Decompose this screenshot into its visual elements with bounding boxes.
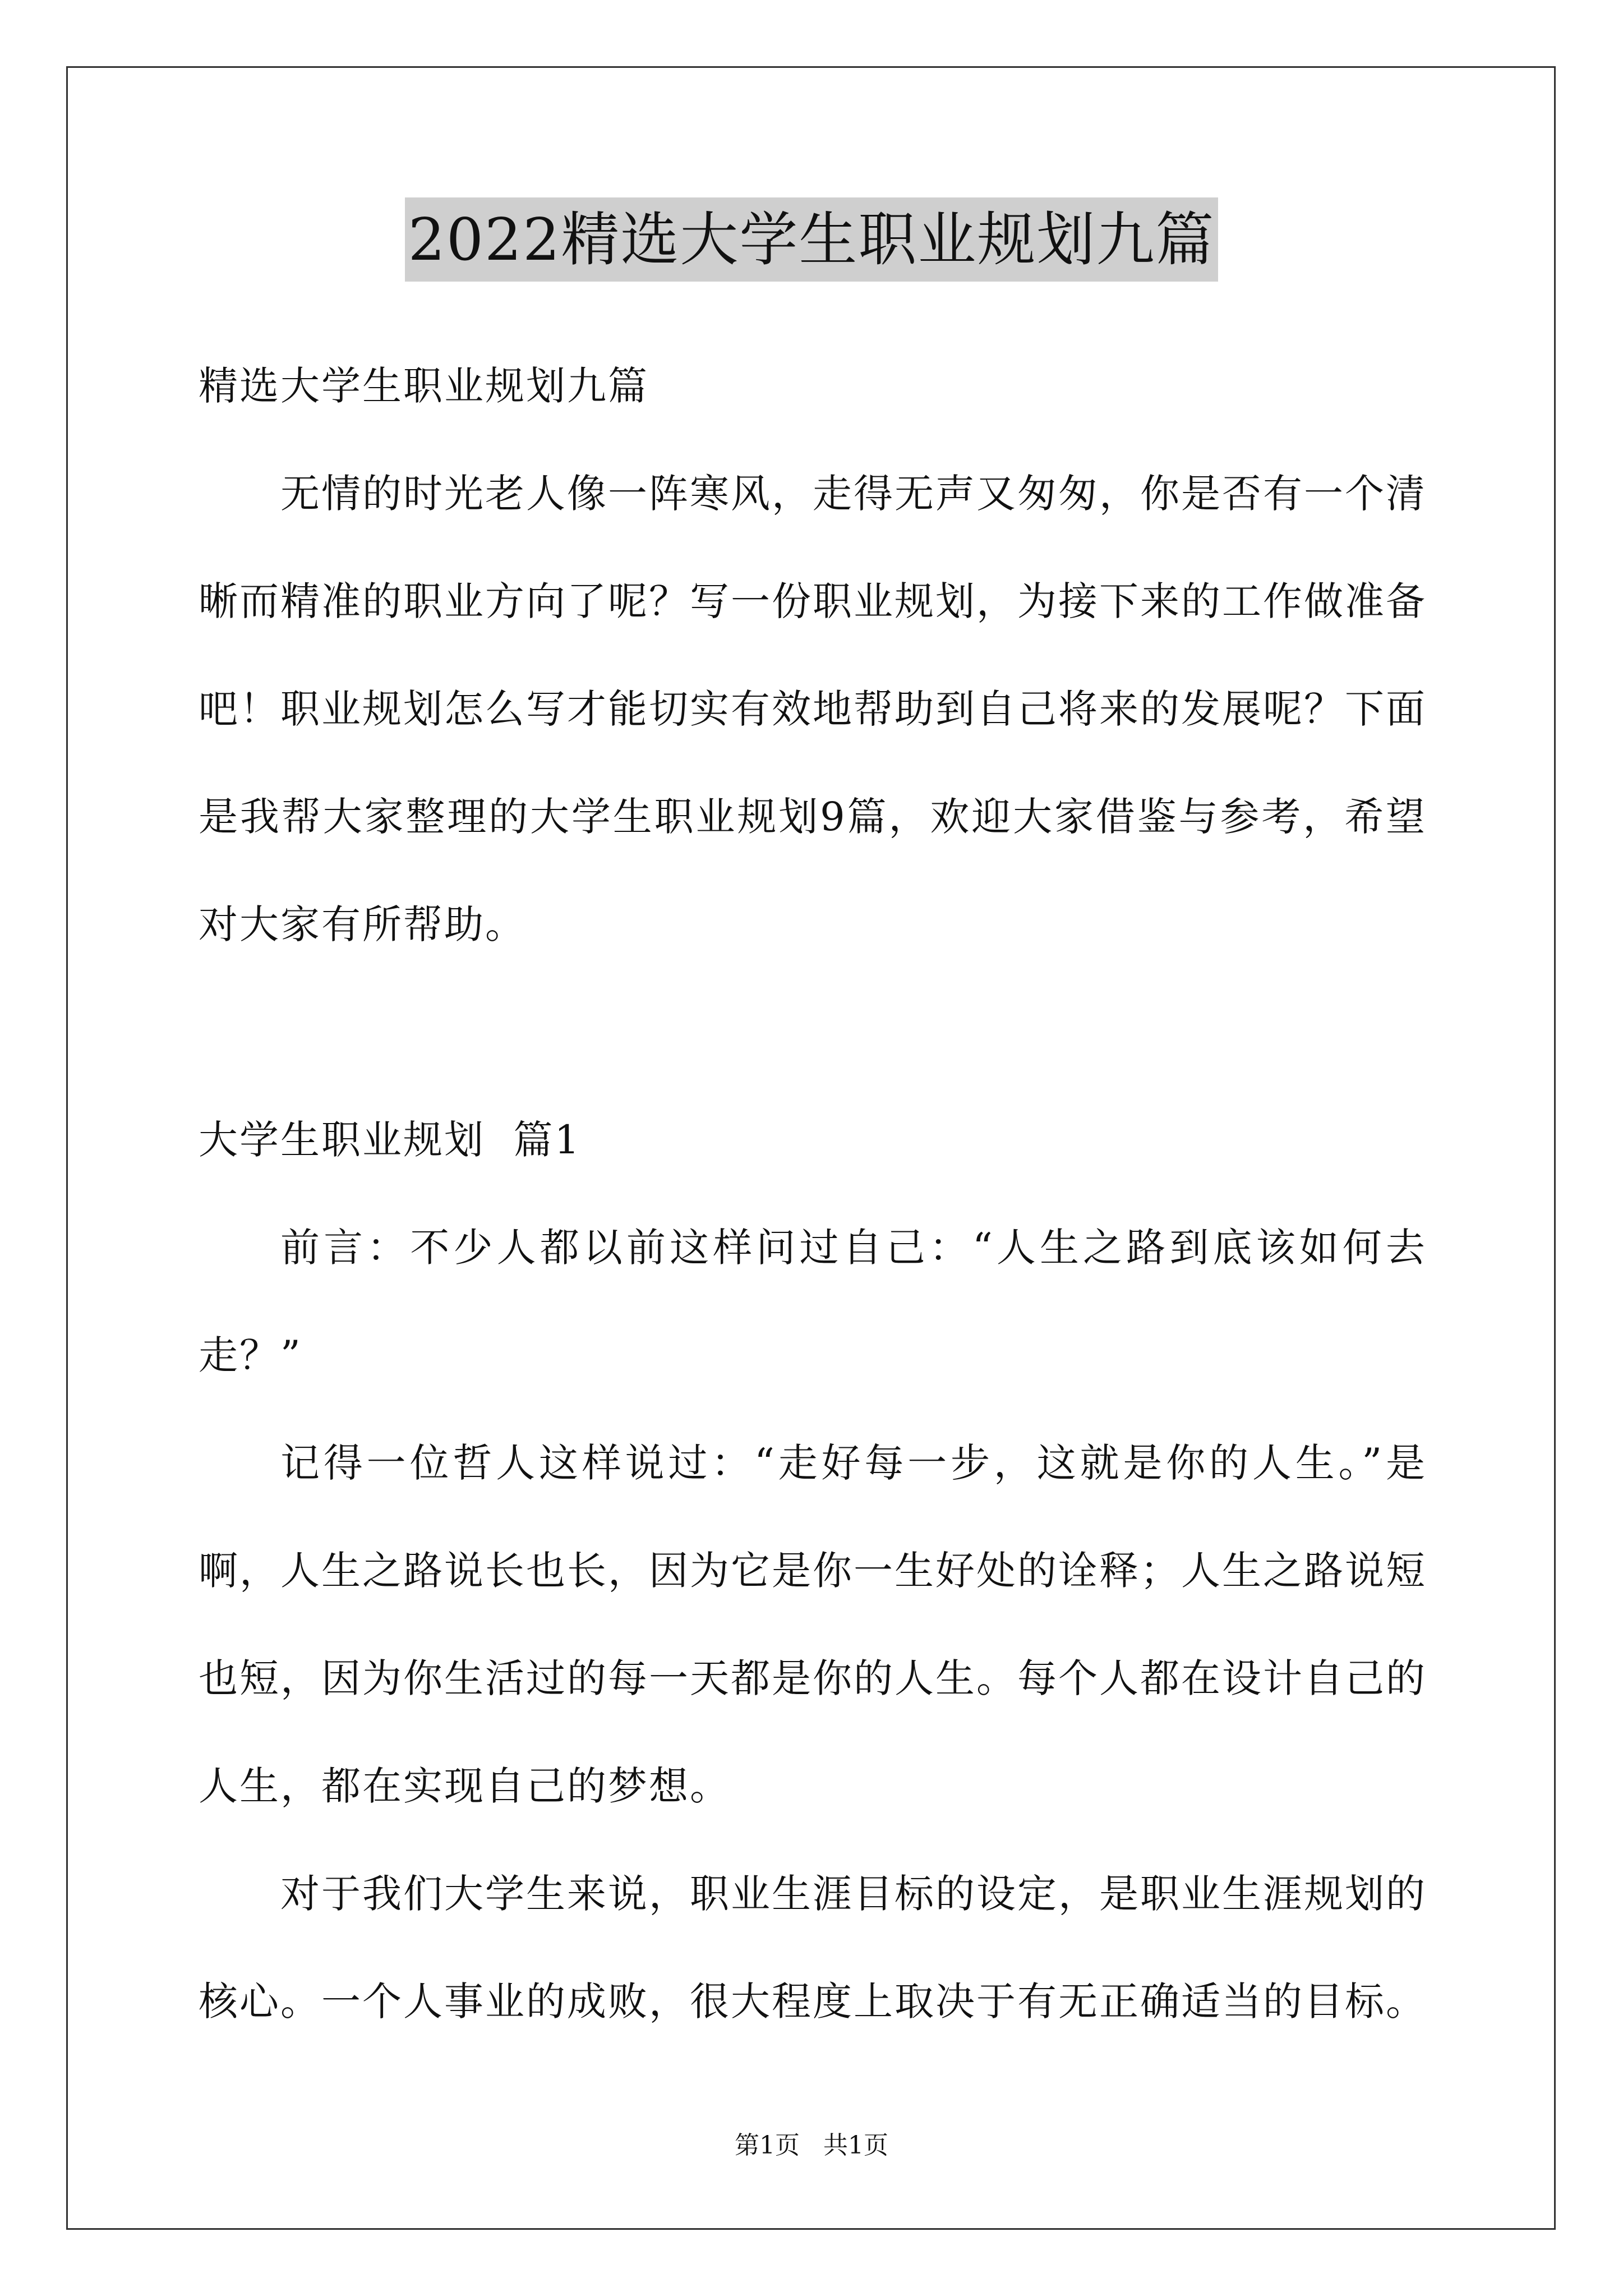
intro-line-1: 无情的时光老人像一阵寒风，走得无声又匆匆，你是否有一个清 (280, 471, 1427, 517)
title-block (0, 197, 1623, 282)
subtitle: 精选大学生职业规划九篇 (199, 363, 649, 409)
intro-line-5: 对大家有所帮助。 (199, 901, 526, 947)
para2-line-2: 啊，人生之路说长也长，因为它是你一生好处的诠释；人生之路说短 (199, 1548, 1427, 1594)
intro-line-2: 晰而精准的职业方向了呢？写一份职业规划，为接下来的工作做准备 (199, 578, 1427, 624)
section-heading: 大学生职业规划 篇1 (199, 1117, 582, 1163)
document-title: 2022精选大学生职业规划九篇 (405, 197, 1219, 282)
intro-line-4: 是我帮大家整理的大学生职业规划9篇，欢迎大家借鉴与参考，希望 (199, 794, 1427, 840)
page-footer (0, 2129, 1623, 2162)
intro-line-3: 吧！职业规划怎么写才能切实有效地帮助到自己将来的发展呢？下面 (199, 686, 1427, 732)
para2-line-1: 记得一位哲人这样说过：“走好每一步，这就是你的人生。”是 (280, 1440, 1427, 1486)
para2-line-4: 人生，都在实现自己的梦想。 (199, 1763, 731, 1809)
preface-line-1: 前言：不少人都以前这样问过自己：“人生之路到底该如何去 (280, 1225, 1427, 1271)
page-number: 第1页 共1页 (735, 2131, 888, 2160)
para2-line-3: 也短，因为你生活过的每一天都是你的人生。每个人都在设计自己的 (199, 1655, 1427, 1701)
para3-line-1: 对于我们大学生来说，职业生涯目标的设定，是职业生涯规划的 (280, 1871, 1427, 1917)
para3-line-2: 核心。一个人事业的成败，很大程度上取决于有无正确适当的目标。 (199, 1978, 1427, 2024)
document-body (199, 332, 1427, 2055)
preface-line-2: 走？” (199, 1332, 302, 1378)
blank-line (199, 978, 1427, 1086)
